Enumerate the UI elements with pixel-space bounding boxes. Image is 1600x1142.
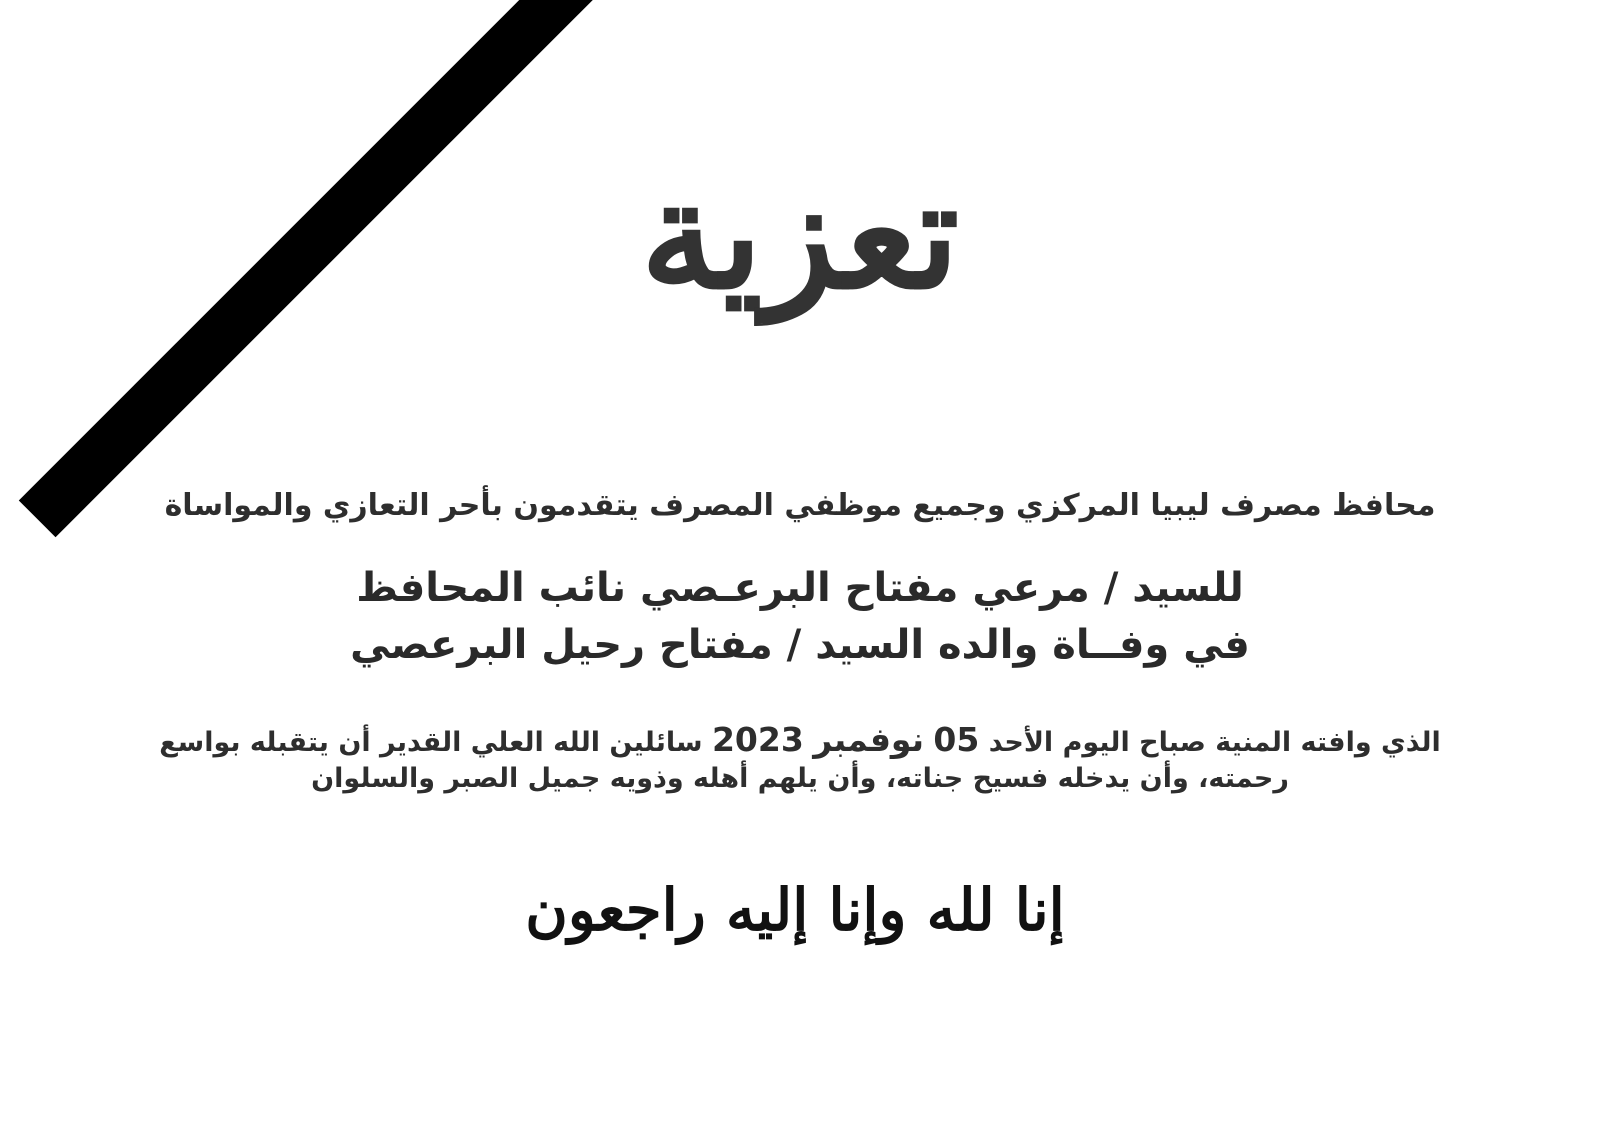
- title-calligraphy: تعزية: [640, 147, 960, 323]
- date-day: 05: [933, 720, 980, 759]
- mourning-ribbon: [19, 0, 621, 537]
- date-month: نوفمبر: [813, 720, 925, 759]
- body-line-1-start: الذي وافته المنية صباح اليوم الأحد: [979, 727, 1441, 758]
- condolence-body-line-2: رحمته، وأن يدخله فسيح جناته، وأن يلهم أهله وذويه جميل الصبر والسلوان: [311, 763, 1289, 794]
- recipient-name-line: للسيد / مرعي مفتاح البرعـصي نائب المحافظ: [356, 565, 1244, 611]
- condolence-body-line-1: [0, 720, 1600, 759]
- date-year: 2023: [711, 720, 804, 759]
- body-line-1-end: سائلين الله العلي القدير أن يتقبله بواسع: [159, 727, 703, 758]
- intro-text: محافظ مصرف ليبيا المركزي وجميع موظفي المصرف يتقدمون بأحر التعازي والمواساة: [164, 488, 1436, 523]
- deceased-name-line: في وفــاة والده السيد / مفتاح رحيل البرعصي: [350, 622, 1250, 668]
- verse-calligraphy: إنا لله وإنا إليه راجعون: [525, 876, 1065, 944]
